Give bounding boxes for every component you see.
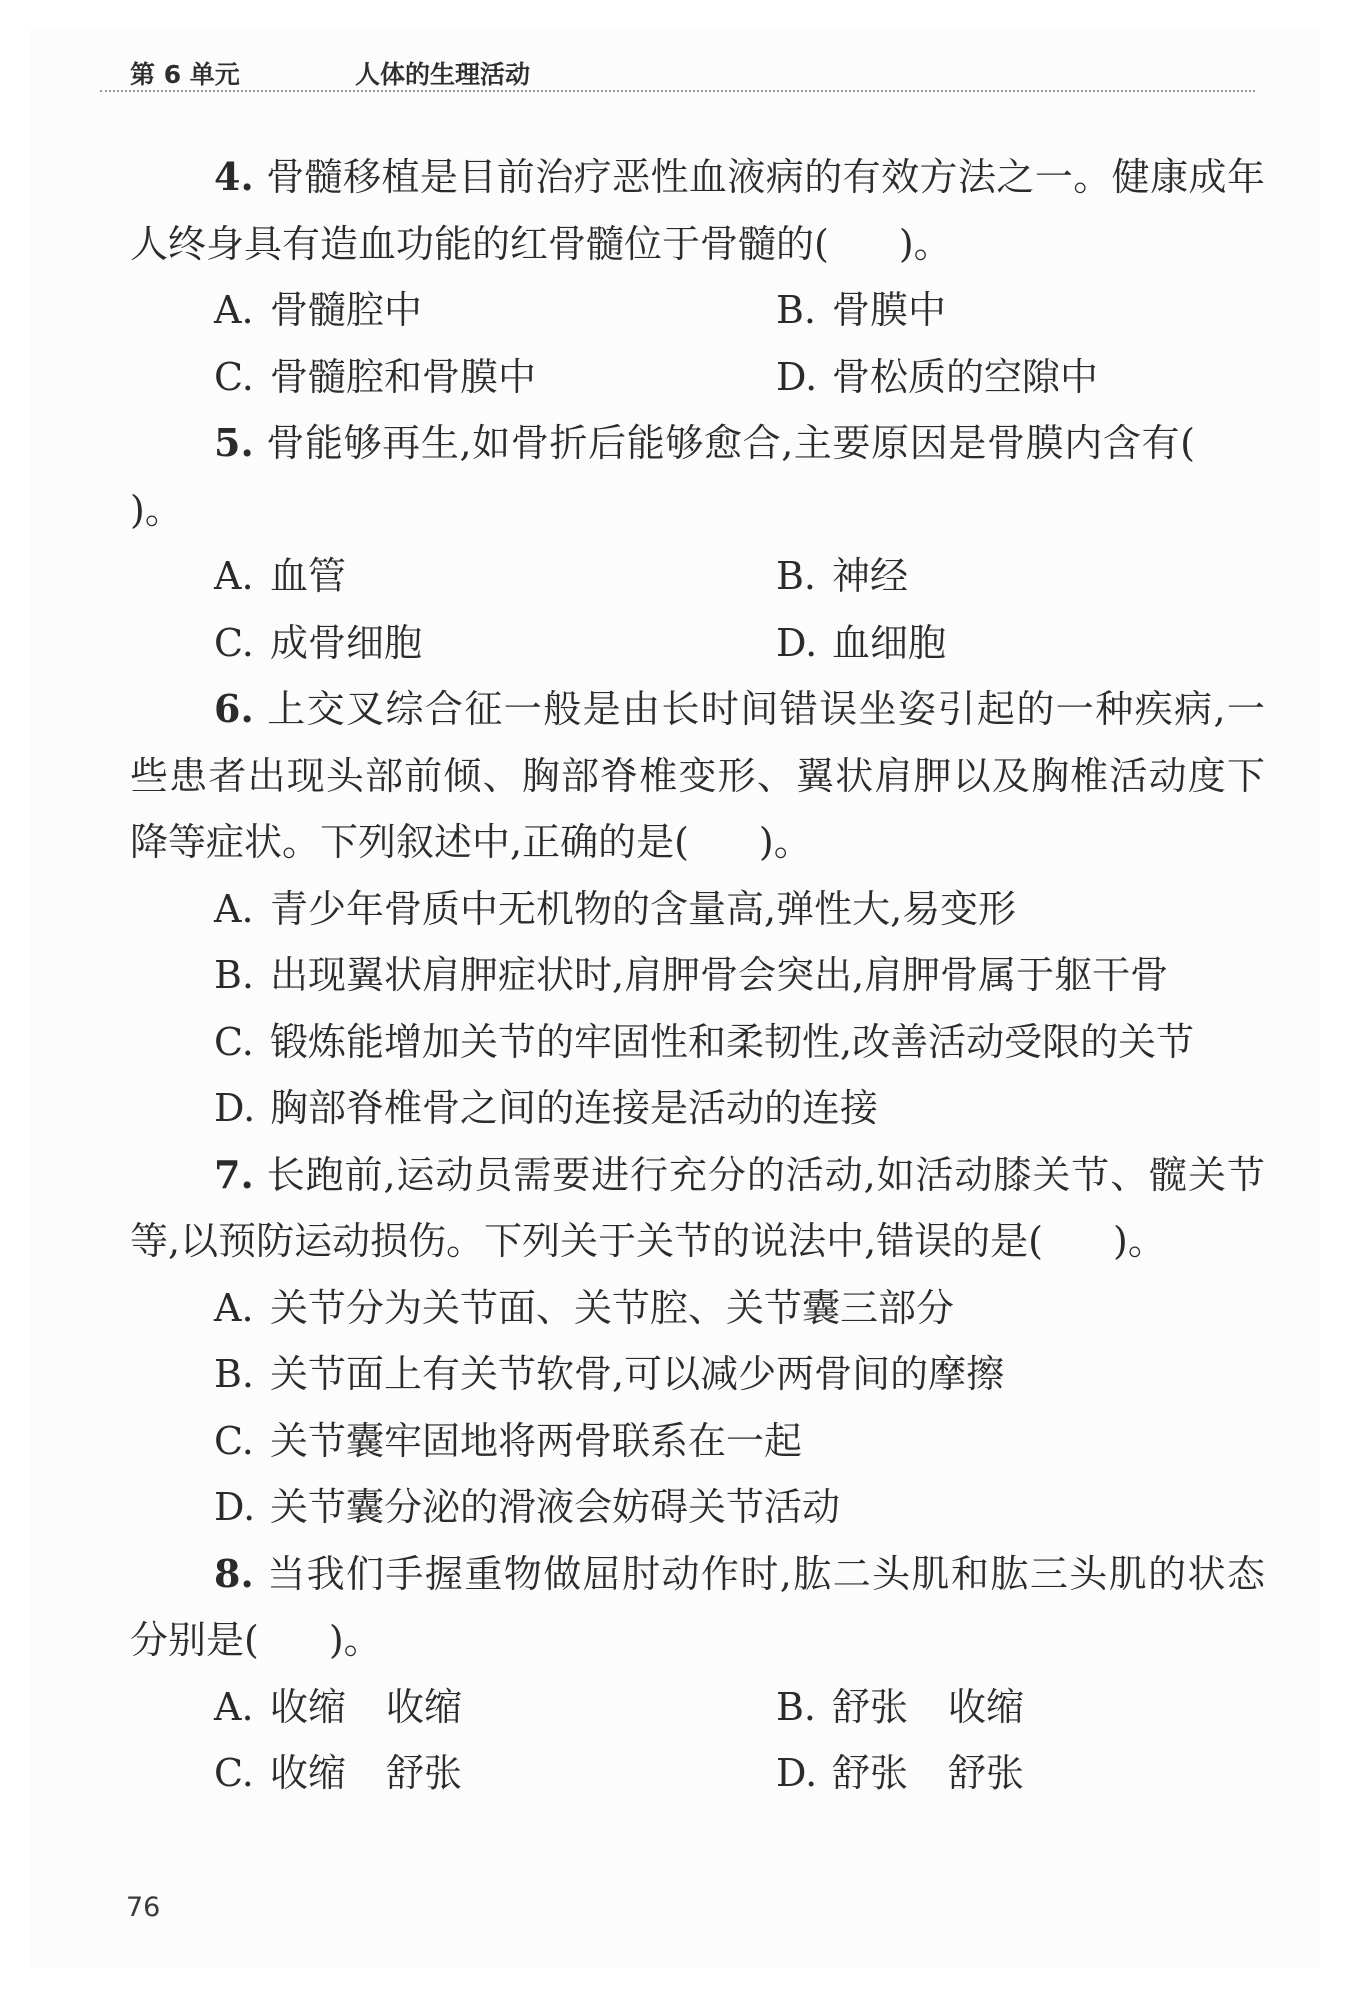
stem-text: 长跑前,运动员需要进行充分的活动,如活动膝关节、髋关节等,以预防运动损伤。下列关于关节的说法中,错误的是( — [130, 1152, 1265, 1263]
question-stem — [130, 144, 1265, 277]
options — [130, 876, 1265, 1142]
stem-end: )。 — [758, 820, 812, 864]
question-stem — [130, 676, 1265, 876]
option-d: D. 骨松质的空隙中 — [776, 354, 1099, 399]
stem-end: )。 — [1113, 1219, 1166, 1263]
option-a: A. 收缩 收缩 — [214, 1684, 463, 1729]
option-d: D. 关节囊分泌的滑液会妨碍关节活动 — [214, 1485, 841, 1529]
option-c: C. 骨髓腔和骨膜中 — [214, 354, 537, 399]
options — [130, 543, 1265, 676]
option-a: A. 关节分为关节面、关节腔、关节囊三部分 — [214, 1285, 955, 1330]
unit-label: 第 6 单元 — [130, 60, 240, 89]
option-d: D. 血细胞 — [776, 620, 947, 665]
running-header — [100, 40, 1255, 92]
question-stem — [130, 1541, 1265, 1674]
option-b: B. 出现翼状肩胛症状时,肩胛骨会突出,肩胛骨属于躯干骨 — [214, 953, 1169, 997]
stem-text: 骨髓移植是目前治疗恶性血液病的有效方法之一。健康成年人终身具有造血功能的红骨髓位于骨髓的( — [130, 155, 1265, 266]
stem-text: 上交叉综合征一般是由长时间错误坐姿引起的一种疾病,一些患者出现头部前倾、胸部脊椎变形、翼状肩胛以及胸椎活动度下降等症状。下列叙述中,正确的是( — [130, 687, 1265, 864]
option-c: C. 收缩 舒张 — [214, 1751, 463, 1795]
stem-end: )。 — [898, 221, 952, 266]
option-b: B. 骨膜中 — [776, 288, 947, 332]
question-7 — [130, 1142, 1265, 1541]
question-number: 6. — [214, 686, 254, 731]
option-c: C. 关节囊牢固地将两骨联系在一起 — [214, 1418, 803, 1463]
question-number: 4. — [214, 154, 254, 199]
stem-text: 骨能够再生,如骨折后能够愈合,主要原因是骨膜内含有( — [266, 421, 1195, 465]
option-a: A. 青少年骨质中无机物的含量高,弹性大,易变形 — [214, 886, 1017, 931]
question-6 — [130, 676, 1265, 1142]
option-c: C. 成骨细胞 — [214, 620, 423, 665]
page-number: 76 — [126, 1892, 161, 1923]
question-8 — [130, 1541, 1265, 1807]
option-d: D. 胸部脊椎骨之间的连接是活动的连接 — [214, 1086, 879, 1130]
question-number: 7. — [214, 1151, 254, 1197]
question-number: 8. — [214, 1550, 254, 1596]
options — [130, 1275, 1265, 1541]
option-a: A. 血管 — [214, 554, 347, 598]
question-5 — [130, 410, 1265, 676]
question-list — [130, 144, 1265, 1807]
stem-end: )。 — [328, 1618, 382, 1662]
option-b: B. 关节面上有关节软骨,可以减少两骨间的摩擦 — [214, 1352, 1005, 1396]
option-a: A. 骨髓腔中 — [214, 288, 423, 332]
stem-text: 当我们手握重物做屈肘动作时,肱二头肌和肱三头肌的状态分别是( — [130, 1551, 1265, 1662]
option-b: B. 舒张 收缩 — [776, 1684, 1025, 1729]
question-stem — [130, 1142, 1265, 1275]
options — [130, 1674, 1265, 1807]
options — [130, 277, 1265, 410]
question-stem — [130, 410, 1265, 543]
question-4 — [130, 144, 1265, 410]
option-b: B. 神经 — [776, 554, 909, 598]
option-d: D. 舒张 舒张 — [776, 1751, 1025, 1795]
stem-end: )。 — [130, 487, 183, 532]
unit-title: 人体的生理活动 — [355, 60, 531, 89]
option-c: C. 锻炼能增加关节的牢固性和柔韧性,改善活动受限的关节 — [214, 1019, 1195, 1064]
question-number: 5. — [214, 420, 254, 465]
